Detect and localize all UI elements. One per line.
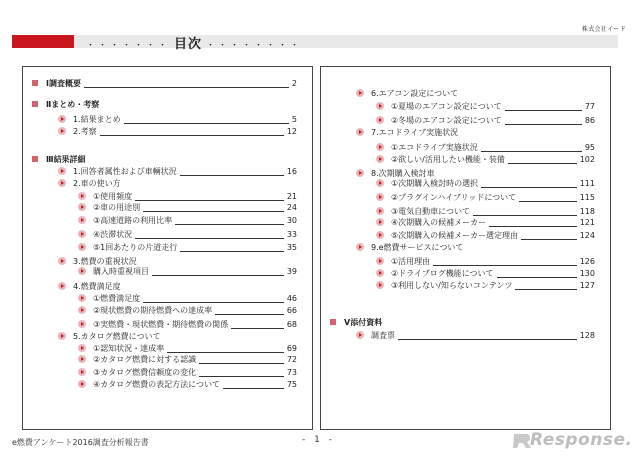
title-dots-left: ・・・・・・・: [86, 41, 171, 51]
toc-entry-page: 126: [579, 256, 595, 266]
toc-entry-page: 102: [579, 154, 595, 164]
toc-entry[interactable]: [78, 318, 297, 330]
leader-line: [481, 179, 577, 188]
toc-entry[interactable]: [78, 201, 297, 213]
toc-entry-label: ①夏場のエアコン設定について: [391, 101, 502, 111]
leader-line: [515, 281, 576, 290]
toc-entry-label: ②プラグインハイブリッドについて: [391, 192, 517, 202]
section-bullet-icon: [32, 101, 38, 107]
section-bullet-icon: [32, 156, 38, 162]
arrow-bullet-icon: [356, 128, 364, 136]
toc-entry-page: 35: [286, 242, 297, 252]
toc-entry[interactable]: [58, 113, 297, 125]
arrow-bullet-icon: [58, 179, 66, 187]
toc-entry-page: 12: [286, 126, 297, 136]
toc-entry-label: 8.次期購入検討車: [371, 168, 435, 178]
toc-entry[interactable]: [376, 153, 595, 165]
arrow-bullet-icon: [58, 282, 66, 290]
arrow-bullet-icon: [58, 115, 66, 123]
arrow-bullet-icon: [376, 218, 384, 226]
toc-entry[interactable]: [58, 165, 297, 177]
toc-entry[interactable]: [356, 241, 595, 253]
toc-entry-label: 2.車の使い方: [73, 178, 121, 188]
arrow-bullet-icon: [58, 127, 66, 135]
leader-line: [199, 355, 284, 364]
toc-entry-page: 39: [286, 266, 297, 276]
toc-entry[interactable]: [78, 265, 297, 277]
toc-entry[interactable]: [356, 329, 595, 341]
toc-entry-label: 1.回答者属性および車輌状況: [73, 166, 177, 176]
toc-entry-label: ③電気自動車について: [391, 206, 471, 216]
toc-entry-label: ⑤次期購入の候補メーカー選定理由: [391, 230, 519, 240]
toc-entry-label: 2.考察: [73, 126, 97, 136]
arrow-bullet-icon: [78, 203, 86, 211]
toc-entry-page: 130: [579, 268, 595, 278]
toc-entry[interactable]: [78, 304, 297, 316]
toc-entry[interactable]: [58, 177, 297, 189]
arrow-bullet-icon: [78, 306, 86, 314]
toc-entry-label: ②ドライブログ機能について: [391, 268, 494, 278]
toc-entry-page: 73: [286, 367, 297, 377]
toc-entry[interactable]: [376, 267, 595, 279]
toc-entry[interactable]: [376, 216, 595, 228]
toc-entry[interactable]: [78, 241, 297, 253]
toc-entry[interactable]: [376, 191, 595, 203]
leader-line: [505, 102, 582, 111]
leader-line: [521, 231, 577, 240]
toc-entry-page: 66: [286, 305, 297, 315]
toc-entry-label: ③高速道路の利用比率: [93, 215, 173, 225]
response-logo-text: Response.: [530, 430, 633, 450]
toc-entry[interactable]: [58, 330, 297, 342]
leader-line: [199, 368, 284, 377]
arrow-bullet-icon: [376, 102, 384, 110]
toc-entry[interactable]: [32, 98, 297, 110]
toc-entry-label: ②カタログ燃費に対する認識: [93, 354, 197, 364]
toc-entry-label: 5.カタログ燃費について: [73, 331, 161, 341]
arrow-bullet-icon: [78, 344, 86, 352]
toc-entry-page: 5: [291, 114, 297, 124]
toc-entry[interactable]: [330, 316, 595, 328]
toc-entry-page: 111: [579, 178, 595, 188]
toc-entry-page: 124: [579, 230, 595, 240]
arrow-bullet-icon: [78, 267, 86, 275]
arrow-bullet-icon: [376, 231, 384, 239]
arrow-bullet-icon: [376, 257, 384, 265]
toc-entry-label: 調査票: [371, 330, 395, 340]
leader-line: [143, 203, 284, 212]
arrow-bullet-icon: [356, 331, 364, 339]
arrow-bullet-icon: [356, 89, 364, 97]
toc-entry[interactable]: [376, 100, 595, 112]
toc-entry-label: ④次期購入の候補メーカー: [391, 217, 487, 227]
toc-entry[interactable]: [356, 87, 595, 99]
leader-line: [167, 344, 284, 353]
arrow-bullet-icon: [78, 380, 86, 388]
toc-entry[interactable]: [32, 77, 297, 89]
toc-entry-page: 86: [584, 115, 595, 125]
toc-entry-label: ①使用頻度: [93, 191, 133, 201]
leader-line: [473, 207, 577, 216]
toc-entry[interactable]: [78, 366, 297, 378]
toc-entry-label: 9.e燃費サービスについて: [371, 242, 464, 252]
toc-entry-page: 77: [584, 101, 595, 111]
arrow-bullet-icon: [78, 192, 86, 200]
toc-entry-page: 121: [579, 217, 595, 227]
toc-entry[interactable]: [58, 280, 297, 292]
toc-entry-label: ②現状燃費の期待燃費への達成率: [93, 305, 213, 315]
leader-line: [152, 267, 284, 276]
toc-entry-page: 68: [286, 319, 297, 329]
toc-entry[interactable]: [78, 292, 297, 304]
toc-entry-label: ②冬場のエアコン設定について: [391, 115, 502, 125]
section-bullet-icon: [32, 80, 38, 86]
toc-entry[interactable]: [32, 153, 297, 165]
arrow-bullet-icon: [58, 257, 66, 265]
arrow-bullet-icon: [376, 155, 384, 163]
leader-line: [124, 115, 289, 124]
arrow-bullet-icon: [356, 243, 364, 251]
toc-entry-page: 75: [286, 379, 297, 389]
toc-entry-page: 30: [286, 215, 297, 225]
arrow-bullet-icon: [78, 355, 86, 363]
toc-entry-label: ②車の用途別: [93, 202, 141, 212]
toc-entry[interactable]: [376, 141, 595, 153]
toc-entry-page: 115: [579, 192, 595, 202]
arrow-bullet-icon: [376, 207, 384, 215]
leader-line: [100, 127, 284, 136]
arrow-bullet-icon: [376, 116, 384, 124]
toc-entry-label: ①エコドライブ実施状況: [391, 142, 478, 152]
toc-entry-label: 4.燃費満足度: [73, 281, 121, 291]
leader-line: [84, 79, 289, 88]
leader-line: [180, 167, 284, 176]
leader-line: [135, 192, 284, 201]
toc-entry-page: 2: [291, 78, 297, 88]
toc-entry-page: 21: [286, 191, 297, 201]
toc-entry[interactable]: [376, 255, 595, 267]
toc-entry[interactable]: [78, 228, 297, 240]
toc-entry-label: Ⅴ添付資料: [344, 317, 383, 327]
title-accent-block: [12, 35, 74, 48]
toc-entry-label: ③利用しない/知らないコンテンツ: [391, 280, 513, 290]
leader-line: [505, 116, 582, 125]
toc-entry-page: 69: [286, 343, 297, 353]
toc-entry-label: ⑤1回あたりの片道走行: [93, 242, 178, 252]
title-dots-right: ・・・・・・・・: [206, 41, 303, 51]
section-bullet-icon: [330, 319, 336, 325]
arrow-bullet-icon: [78, 368, 86, 376]
toc-entry-page: 118: [579, 206, 595, 216]
arrow-bullet-icon: [78, 294, 86, 302]
toc-entry-page: 128: [579, 330, 595, 340]
toc-entry-page: 16: [286, 166, 297, 176]
leader-line: [135, 230, 284, 239]
leader-line: [231, 320, 284, 329]
toc-entry-label: ①活用理由: [391, 256, 431, 266]
arrow-bullet-icon: [78, 243, 86, 251]
toc-entry[interactable]: [78, 214, 297, 226]
toc-entry[interactable]: [376, 114, 595, 126]
leader-line: [481, 143, 582, 152]
toc-entry-label: ④渋滞状況: [93, 229, 133, 239]
toc-entry-page: 72: [286, 354, 297, 364]
toc-entry[interactable]: [376, 229, 595, 241]
arrow-bullet-icon: [78, 230, 86, 238]
toc-entry-label: Ⅱまとめ・考察: [46, 99, 100, 109]
toc-entry-label: 7.エコドライブ実施状況: [371, 127, 459, 137]
leader-line: [215, 306, 284, 315]
leader-line: [223, 380, 284, 389]
toc-entry[interactable]: [78, 378, 297, 390]
toc-entry-label: Ⅲ結果詳細: [46, 154, 86, 164]
leader-line: [489, 218, 577, 227]
toc-entry-label: 3.燃費の重視状況: [73, 256, 137, 266]
leader-line: [508, 155, 577, 164]
arrow-bullet-icon: [376, 179, 384, 187]
toc-entry[interactable]: [58, 125, 297, 137]
toc-entry-page: 95: [584, 142, 595, 152]
toc-entry[interactable]: [356, 126, 595, 138]
toc-entry[interactable]: [376, 177, 595, 189]
toc-entry-label: 6.エアコン設定について: [371, 88, 459, 98]
leader-line: [143, 294, 284, 303]
arrow-bullet-icon: [78, 320, 86, 328]
arrow-bullet-icon: [58, 167, 66, 175]
arrow-bullet-icon: [356, 169, 364, 177]
leader-line: [398, 331, 577, 340]
toc-entry-label: ③実燃費・現状燃費・期待燃費の関係: [93, 319, 229, 329]
arrow-bullet-icon: [376, 193, 384, 201]
leader-line: [497, 269, 577, 278]
toc-entry-label: ④カタログ燃費の表記方法について: [93, 379, 221, 389]
toc-entry-page: 46: [286, 293, 297, 303]
toc-entry[interactable]: [78, 353, 297, 365]
toc-entry-label: 購入時重視項目: [93, 266, 149, 276]
company-name: 株式会社イード: [581, 26, 626, 33]
toc-entry-label: ①認知状況・達成率: [93, 343, 165, 353]
title-text: 目次: [174, 37, 203, 52]
toc-entry-label: ①燃費満足度: [93, 293, 141, 303]
arrow-bullet-icon: [376, 143, 384, 151]
arrow-bullet-icon: [376, 281, 384, 289]
leader-line: [180, 243, 284, 252]
toc-entry-page: 127: [579, 280, 595, 290]
toc-entry-label: 1.結果まとめ: [73, 114, 121, 124]
toc-entry[interactable]: [376, 279, 595, 291]
page-title: [86, 33, 302, 52]
leader-line: [175, 216, 284, 225]
arrow-bullet-icon: [376, 269, 384, 277]
leader-line: [519, 193, 577, 202]
toc-entry-label: ③カタログ燃費信頼度の変化: [93, 367, 197, 377]
arrow-bullet-icon: [78, 216, 86, 224]
arrow-bullet-icon: [58, 332, 66, 340]
toc-entry-page: 33: [286, 229, 297, 239]
toc-entry-label: ②欲しい/活用したい機能・装備: [391, 154, 505, 164]
report-title: e燃費アンケート2016調査分析報告書: [12, 438, 149, 447]
page-number: - 1 -: [302, 435, 335, 445]
leader-line: [433, 257, 577, 266]
toc-entry-label: Ⅰ調査概要: [46, 78, 81, 88]
toc-entry-page: 24: [286, 202, 297, 212]
toc-entry-label: ①次期購入検討時の選択: [391, 178, 479, 188]
